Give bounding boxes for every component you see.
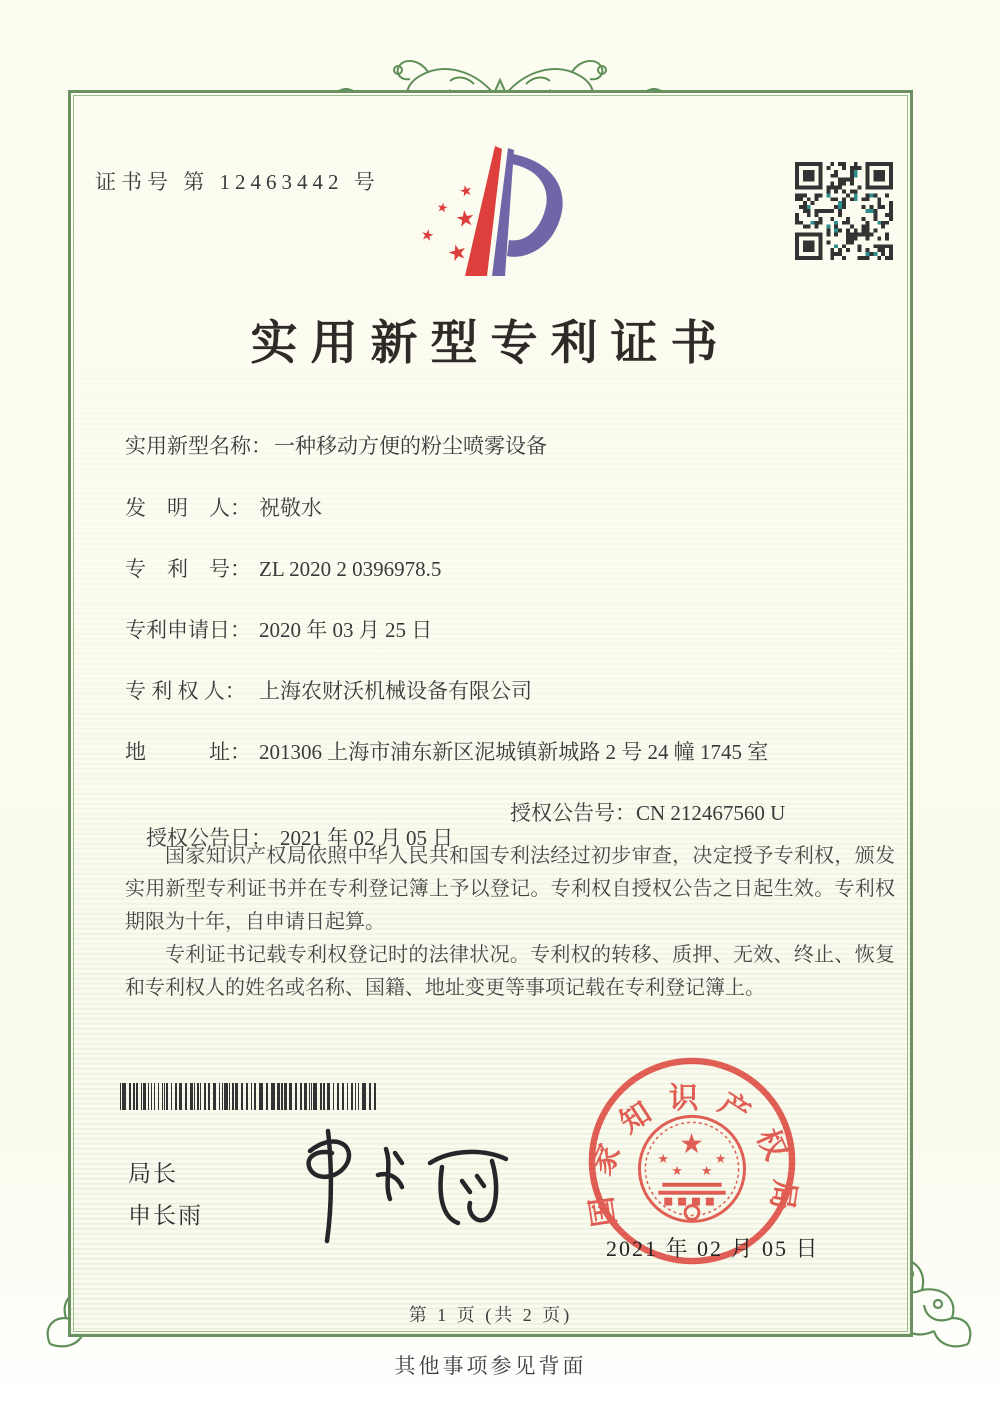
footer-note: 其他事项参见背面 — [394, 1354, 587, 1378]
barcode-icon — [120, 1083, 382, 1110]
cnipa-patent-logo-icon — [413, 138, 578, 296]
field-label: 地 址： — [125, 740, 251, 764]
svg-text:★: ★ — [679, 1127, 704, 1161]
commissioner-name: 申长雨 — [128, 1202, 203, 1228]
field-label: 专 利 权 人： — [125, 679, 246, 703]
field-value: 一种移动方便的粉尘喷雾设备 — [274, 434, 547, 458]
field-address — [125, 736, 768, 766]
field-patentee — [125, 675, 532, 705]
field-label: 专 利 号： — [125, 557, 251, 581]
field-value: ZL 2020 2 0396978.5 — [259, 557, 442, 581]
legal-paragraph-2: 专利证书记载专利权登记时的法律状况。专利权的转移、质押、无效、终止、恢复和专利权人的姓名或名称、国籍、地址变更等事项记载在专利登记簿上。 — [125, 944, 895, 999]
field-value: 201306 上海市浦东新区泥城镇新城路 2 号 24 幢 1745 室 — [259, 740, 769, 764]
commissioner-signature-icon — [258, 1125, 518, 1247]
field-label: 专利申请日： — [125, 618, 251, 642]
certificate-number: 证书号 第 12463442 号 — [95, 170, 380, 194]
field-filing-date — [125, 614, 432, 644]
field-label: 授权公告号： — [510, 801, 636, 825]
field-value: 上海农财沃机械设备有限公司 — [259, 679, 532, 703]
qr-code-icon — [795, 162, 893, 260]
field-utility-model-name — [125, 430, 547, 460]
svg-text:★: ★ — [457, 180, 475, 202]
svg-text:★: ★ — [657, 1151, 669, 1167]
svg-text:★: ★ — [445, 238, 471, 269]
legal-text — [125, 840, 895, 1005]
field-value: 祝敬水 — [259, 496, 322, 520]
certificate-title: 实用新型专利证书 — [250, 318, 731, 370]
seal-text: 国家知识产权局 — [583, 1083, 801, 1229]
field-value: 2021 年 02 月 05 日 — [280, 826, 454, 850]
svg-text:★: ★ — [714, 1151, 727, 1167]
field-value: CN 212467560 U — [636, 801, 786, 825]
svg-text:★: ★ — [419, 224, 436, 246]
field-label: 发 明 人： — [125, 496, 251, 520]
field-inventor — [125, 492, 322, 522]
field-patent-number — [125, 553, 441, 583]
field-grant-number — [510, 797, 785, 827]
svg-text:★: ★ — [435, 200, 450, 217]
commissioner-block — [128, 1152, 203, 1236]
commissioner-title: 局长 — [128, 1160, 178, 1186]
field-label: 授权公告日： — [146, 826, 272, 850]
page-indicator: 第 1 页 (共 2 页) — [408, 1305, 573, 1325]
seal-date: 2021 年 02 月 05 日 — [606, 1236, 820, 1261]
svg-text:★: ★ — [700, 1163, 713, 1179]
field-value: 2020 年 03 月 25 日 — [259, 618, 433, 642]
svg-text:★: ★ — [453, 205, 477, 234]
svg-text:★: ★ — [671, 1163, 683, 1179]
field-label: 实用新型名称： — [125, 434, 272, 458]
legal-paragraph-1: 国家知识产权局依照中华人民共和国专利法经过初步审查，决定授予专利权，颁发实用新型专利证书并在专利登记簿上予以登记。专利权自授权公告之日起生效。专利权期限为十年，自申请日起算。 — [125, 845, 895, 933]
